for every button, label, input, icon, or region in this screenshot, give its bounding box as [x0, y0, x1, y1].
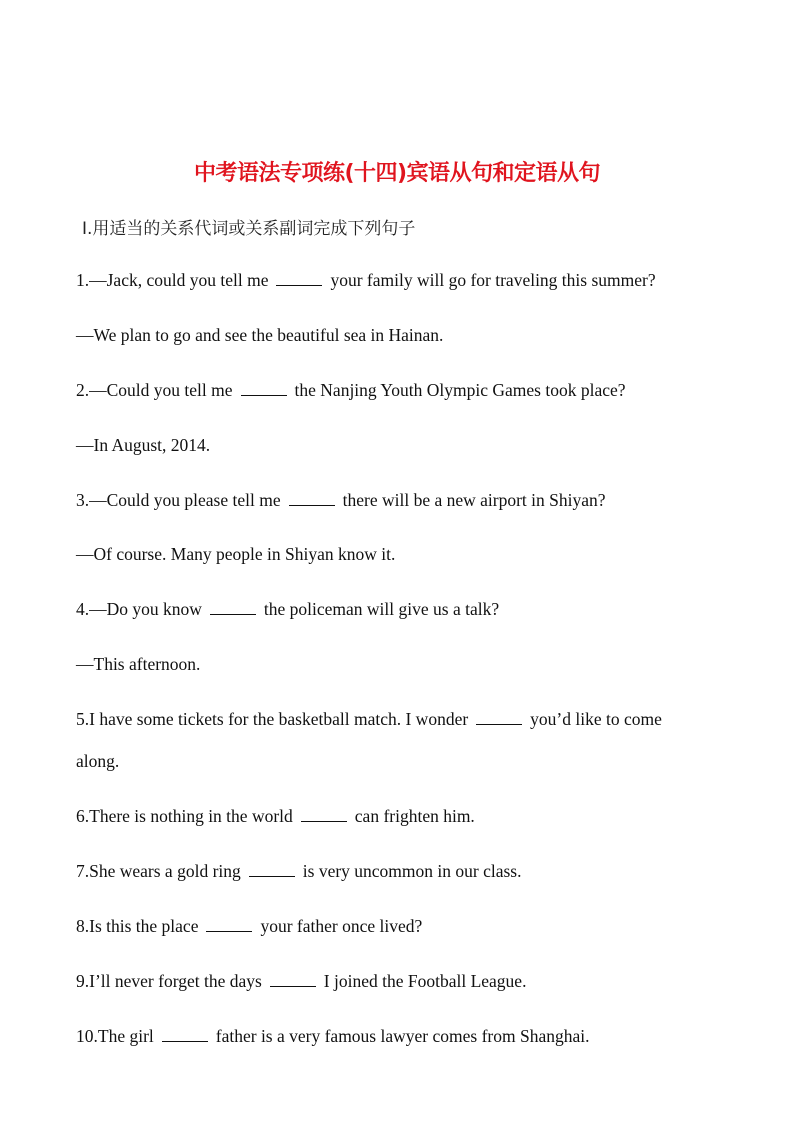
question-7-rest: is very uncommon in our class.: [302, 861, 522, 881]
question-3-text: 3.—Could you please tell me: [76, 490, 281, 510]
question-8: [76, 916, 736, 937]
question-5-rest: you’d like to come: [530, 709, 662, 729]
question-7: [76, 861, 736, 882]
question-6-rest: can frighten him.: [354, 806, 475, 826]
answer-blank-6[interactable]: [301, 807, 347, 822]
answer-blank-4[interactable]: [210, 600, 256, 615]
answer-2-text: —In August, 2014.: [76, 435, 211, 455]
question-8-text: 8.Is this the place: [76, 916, 199, 936]
question-5-continuation-text: along.: [76, 751, 120, 771]
question-9-rest: I joined the Football League.: [323, 971, 527, 991]
question-3: [76, 490, 736, 511]
answer-blank-7[interactable]: [249, 862, 295, 877]
question-9: [76, 971, 736, 992]
answer-blank-1[interactable]: [276, 271, 322, 286]
answer-blank-2[interactable]: [241, 381, 287, 396]
answer-4: [76, 654, 736, 675]
question-2-rest: the Nanjing Youth Olympic Games took place?: [294, 380, 626, 400]
answer-3-text: —Of course. Many people in Shiyan know it.: [76, 544, 396, 564]
question-5-text: 5.I have some tickets for the basketball match. I wonder: [76, 709, 469, 729]
question-10-text: 10.The girl: [76, 1026, 154, 1046]
answer-blank-8[interactable]: [206, 917, 252, 932]
question-10-rest: father is a very famous lawyer comes from Shanghai.: [215, 1026, 590, 1046]
question-5: [76, 709, 736, 730]
answer-4-text: —This afternoon.: [76, 654, 201, 674]
answer-2: [76, 435, 736, 456]
question-1-rest: your family will go for traveling this summer?: [330, 270, 656, 290]
section-heading: Ⅰ.用适当的关系代词或关系副词完成下列句子: [82, 219, 416, 239]
question-7-text: 7.She wears a gold ring: [76, 861, 241, 881]
question-4-rest: the policeman will give us a talk?: [263, 599, 500, 619]
question-8-rest: your father once lived?: [260, 916, 423, 936]
question-5-continuation: [76, 751, 736, 772]
question-9-text: 9.I’ll never forget the days: [76, 971, 262, 991]
answer-blank-9[interactable]: [270, 972, 316, 987]
answer-1-text: —We plan to go and see the beautiful sea in Hainan.: [76, 325, 444, 345]
question-4: [76, 599, 736, 620]
answer-blank-10[interactable]: [162, 1027, 208, 1042]
question-1-text: 1.—Jack, could you tell me: [76, 270, 269, 290]
answer-blank-5[interactable]: [476, 710, 522, 725]
question-10: [76, 1026, 736, 1047]
question-3-rest: there will be a new airport in Shiyan?: [342, 490, 606, 510]
answer-blank-3[interactable]: [289, 491, 335, 506]
answer-1: [76, 325, 736, 346]
answer-3: [76, 544, 736, 565]
question-2-text: 2.—Could you tell me: [76, 380, 233, 400]
question-1: [76, 270, 736, 291]
question-2: [76, 380, 736, 401]
question-4-text: 4.—Do you know: [76, 599, 202, 619]
page-title: 中考语法专项练(十四)宾语从句和定语从句: [193, 161, 601, 186]
question-6: [76, 806, 736, 827]
question-6-text: 6.There is nothing in the world: [76, 806, 293, 826]
